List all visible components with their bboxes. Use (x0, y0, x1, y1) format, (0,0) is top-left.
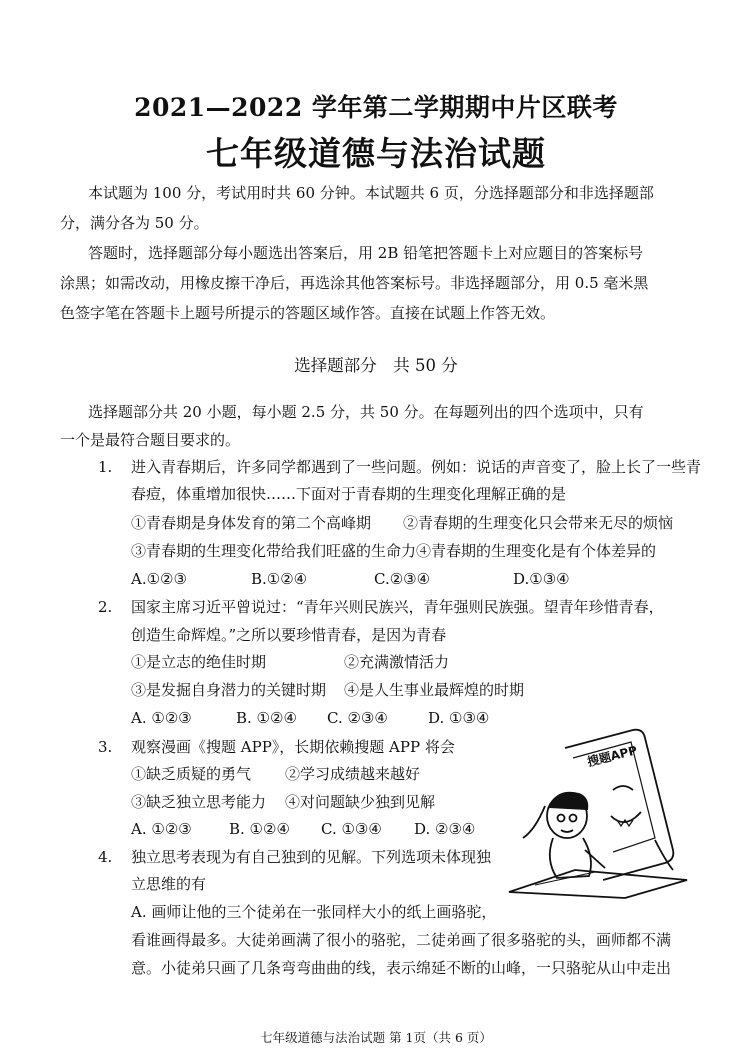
intro-line: 色签字笔在答题卡上题号所提示的答题区域作答。直接在试题上作答无效。 (60, 304, 556, 322)
question-option: ①缺乏质疑的勇气 (131, 765, 252, 783)
answer-choice: D. ①③④ (428, 709, 490, 727)
question-option: ②青春期的生理变化只会带来无尽的烦恼 (403, 514, 674, 532)
question-option: ②充满激情活力 (344, 653, 450, 671)
section-title: 选择题部分 共 50 分 (294, 356, 458, 375)
answer-choice: D. ②③④ (414, 820, 476, 838)
question-option: ③缺乏独立思考能力 (131, 793, 267, 811)
section-intro-line: 选择题部分共 20 小题，每小题 2.5 分，共 50 分。在每题列出的四个选项中，只有 (88, 403, 644, 421)
question-stem: 进入青春期后，许多同学都遇到了一些问题。例如：说话的声音变了，脸上长了一些青 (131, 458, 702, 476)
question-option: ③青春期的生理变化带给我们旺盛的生命力 (131, 542, 417, 560)
question-option: ④是人生事业最辉煌的时期 (344, 681, 525, 699)
question-stem: 春痘，体重增加很快……下面对于青春期的生理变化理解正确的是 (131, 485, 567, 503)
answer-choice: A. ①②③ (131, 820, 192, 838)
answer-choice: B. ①②④ (236, 709, 297, 727)
answer-choice: C. ①③④ (321, 820, 382, 838)
question-option: ②学习成绩越来越好 (285, 765, 421, 783)
question-number: 4. (98, 848, 113, 866)
intro-line: 本试题为 100 分，考试用时共 60 分钟。本试题共 6 页，分选择题部分和非选择题部 (88, 184, 654, 202)
question-stem: 立思维的有 (131, 875, 207, 893)
question-option: A. 画师让他的三个徒弟在一张同样大小的纸上画骆驼， (131, 903, 497, 921)
answer-choice: C. ②③④ (327, 709, 388, 727)
intro-line: 分，满分各为 50 分。 (60, 214, 209, 232)
question-option: ④青春期的生理变化是有个体差异的 (416, 542, 657, 560)
cartoon-caption: 搜题APP (585, 743, 639, 770)
search-app-cartoon (505, 720, 690, 900)
question-stem: 独立思考表现为有自己独到的见解。下列选项未体现独 (131, 848, 492, 866)
question-option: ③是发掘自身潜力的关键时期 (131, 681, 327, 699)
answer-choice: A. ①②③ (131, 709, 192, 727)
question-number: 2. (98, 598, 113, 616)
intro-line: 答题时，选择题部分每小题选出答案后，用 2B 铅笔把答题卡上对应题目的答案标号 (88, 244, 644, 262)
answer-choice: D.①③④ (513, 570, 570, 588)
answer-choice: A.①②③ (131, 570, 187, 588)
intro-line: 涂黑；如需改动，用橡皮擦干净后，再选涂其他答案标号。非选择题部分，用 0.5 毫米黑 (60, 274, 649, 292)
answer-choice: B. ①②④ (229, 820, 290, 838)
question-option: ④对问题缺少独到见解 (285, 793, 436, 811)
question-number: 1. (98, 458, 113, 476)
question-stem: 国家主席习近平曾说过：“青年兴则民族兴，青年强则民族强。望青年珍惜青春， (131, 598, 664, 616)
question-option: ①是立志的绝佳时期 (131, 653, 267, 671)
question-option: 看谁画得最多。大徒弟画满了很小的骆驼，二徒弟画了很多骆驼的头，画师都不满 (131, 931, 672, 949)
question-option: ①青春期是身体发育的第二个高峰期 (131, 514, 372, 532)
question-option: 意。小徒弟只画了几条弯弯曲曲的线，表示绵延不断的山峰，一只骆驼从山中走出 (131, 959, 672, 977)
exam-title-line1: 2021—2022 学年第二学期期中片区联考 (134, 93, 618, 122)
question-number: 3. (98, 738, 113, 756)
question-stem: 观察漫画《搜题 APP》，长期依赖搜题 APP 将会 (131, 738, 455, 756)
question-stem: 创造生命辉煌。”之所以要珍惜青春，是因为青春 (131, 626, 447, 644)
exam-title-line2: 七年级道德与法治试题 (206, 134, 546, 173)
section-intro-line: 一个是最符合题目要求的。 (60, 431, 241, 449)
page-footer: 七年级道德与法治试题 第 1页（共 6 页） (260, 1030, 492, 1045)
answer-choice: C.②③④ (374, 570, 431, 588)
answer-choice: B.①②④ (251, 570, 308, 588)
